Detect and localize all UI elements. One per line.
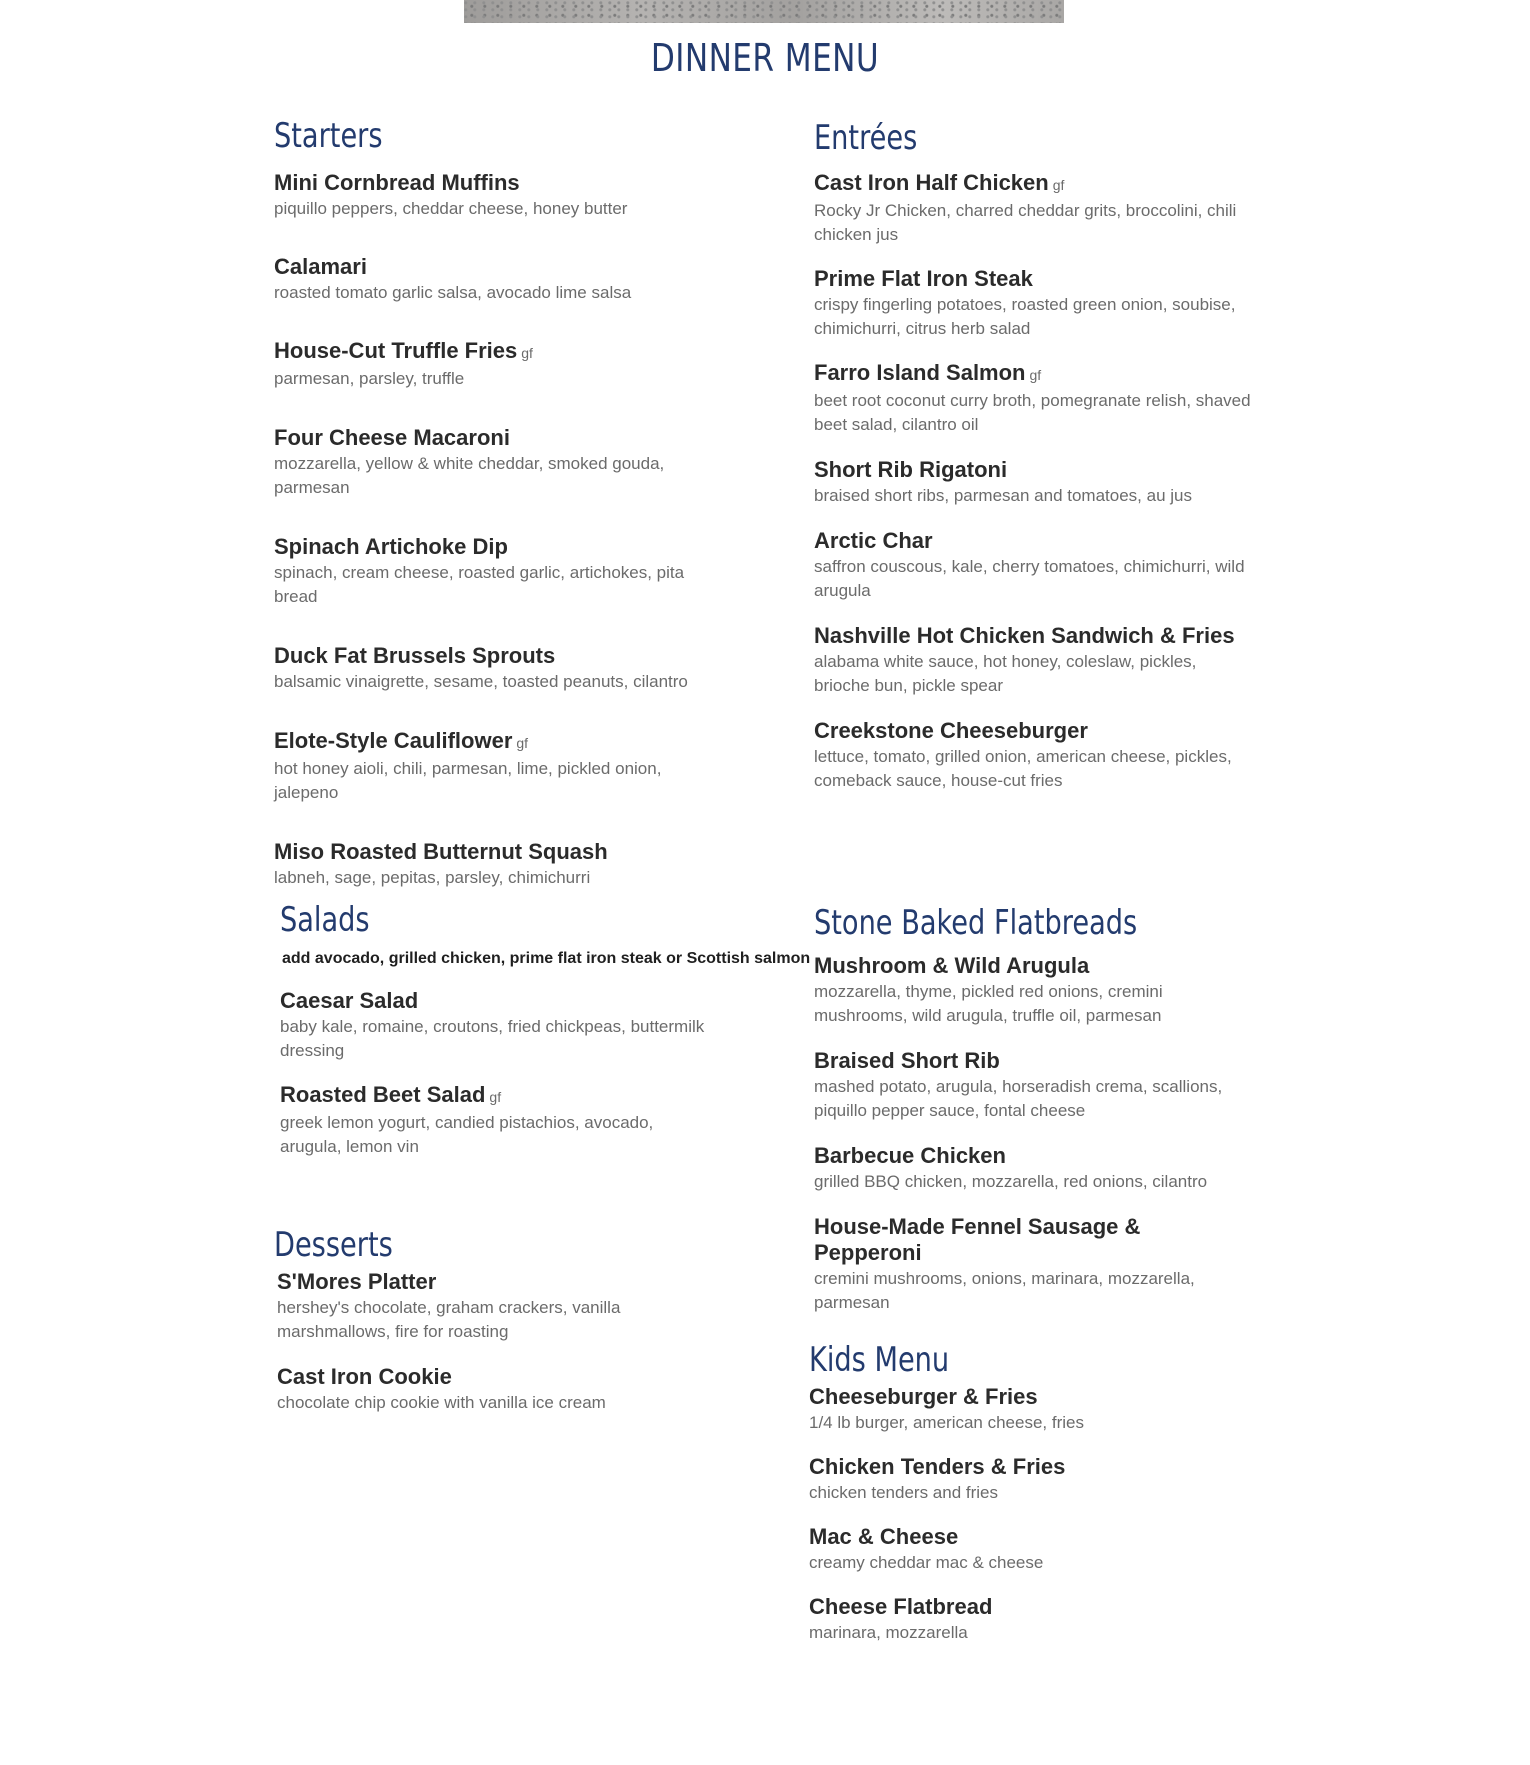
menu-item-title: Roasted Beet Salad — [280, 1082, 486, 1107]
menu-item-name — [809, 1454, 1239, 1480]
section-heading: Desserts — [274, 1225, 393, 1265]
menu-item-title: Chicken Tenders & Fries — [809, 1454, 1066, 1479]
menu-item-title: Braised Short Rib — [814, 1048, 1000, 1073]
menu-item — [814, 360, 1254, 437]
menu-item-name — [814, 953, 1244, 979]
menu-item-description: beet root coconut curry broth, pomegranate relish, shaved beet salad, cilantro oil — [814, 391, 1251, 434]
gluten-free-tag: gf — [1052, 177, 1065, 193]
menu-item-name — [274, 534, 704, 560]
gluten-free-tag: gf — [516, 735, 529, 751]
menu-item-description: saffron couscous, kale, cherry tomatoes, chimichurri, wild arugula — [814, 557, 1245, 600]
menu-item-description: mozzarella, yellow & white cheddar, smoked gouda, parmesan — [274, 454, 665, 497]
salads-section — [280, 900, 811, 1159]
menu-item-title: Mushroom & Wild Arugula — [814, 953, 1090, 978]
menu-item — [809, 1524, 1239, 1575]
menu-item-title: Miso Roasted Butternut Squash — [274, 839, 608, 864]
menu-item-description: 1/4 lb burger, american cheese, fries — [809, 1413, 1084, 1432]
menu-item-description: creamy cheddar mac & cheese — [809, 1553, 1044, 1572]
page-title: DINNER MENU — [650, 36, 880, 80]
menu-item-name — [814, 457, 1254, 483]
menu-item-description: parmesan, parsley, truffle — [274, 369, 465, 388]
menu-item-name — [809, 1384, 1239, 1410]
menu-item-title: Elote-Style Cauliflower — [274, 728, 513, 753]
menu-item-name — [277, 1364, 704, 1390]
menu-item-description: spinach, cream cheese, roasted garlic, artichokes, pita bread — [274, 563, 685, 606]
menu-item — [274, 728, 704, 805]
menu-item-title: Cast Iron Half Chicken — [814, 170, 1049, 195]
menu-item — [277, 1269, 704, 1344]
menu-item-name — [814, 266, 1254, 292]
menu-item-name — [274, 839, 704, 865]
menu-item-title: Farro Island Salmon — [814, 360, 1026, 385]
menu-item-title: Four Cheese Macaroni — [274, 425, 510, 450]
menu-item — [274, 839, 704, 890]
menu-item-title: House-Made Fennel Sausage & Pepperoni — [814, 1214, 1141, 1265]
menu-item-title: Mac & Cheese — [809, 1524, 959, 1549]
menu-item — [814, 623, 1254, 698]
menu-item-title: Cheese Flatbread — [809, 1594, 993, 1619]
gluten-free-tag: gf — [521, 345, 533, 361]
menu-item-title: Cheeseburger & Fries — [809, 1384, 1038, 1409]
menu-item-description: braised short ribs, parmesan and tomatoes, au jus — [814, 486, 1192, 505]
header-photo — [464, 0, 1064, 23]
menu-item — [814, 1048, 1244, 1123]
menu-item-name — [274, 254, 704, 280]
menu-item-description: hot honey aioli, chili, parmesan, lime, pickled onion, jalepeno — [274, 759, 662, 802]
menu-item-description: Rocky Jr Chicken, charred cheddar grits, broccolini, chili chicken jus — [814, 201, 1237, 244]
menu-item-description: roasted tomato garlic salsa, avocado lime salsa — [274, 283, 632, 302]
menu-item-title: Short Rib Rigatoni — [814, 457, 1008, 482]
menu-item — [274, 425, 704, 500]
menu-item — [277, 1364, 704, 1415]
menu-item-title: Calamari — [274, 254, 367, 279]
menu-item-title: Creekstone Cheeseburger — [814, 718, 1088, 743]
menu-item-name — [814, 528, 1254, 554]
salads-add-on-note: add avocado, grilled chicken, prime flat iron steak or Scottish salmon — [282, 950, 811, 967]
gluten-free-tag: gf — [489, 1089, 502, 1105]
section-heading: Stone Baked Flatbreads — [814, 903, 1138, 943]
starters-section — [274, 116, 704, 890]
menu-item-description: cremini mushrooms, onions, marinara, mozzarella, parmesan — [814, 1269, 1195, 1312]
section-heading: Entrées — [814, 118, 918, 158]
menu-item-title: Barbecue Chicken — [814, 1143, 1006, 1168]
menu-item-name — [280, 988, 710, 1014]
menu-item — [814, 953, 1244, 1028]
menu-item-title: House-Cut Truffle Fries — [274, 338, 518, 363]
menu-item — [814, 718, 1254, 793]
section-heading: Salads — [280, 900, 370, 940]
menu-item — [814, 1143, 1244, 1194]
menu-item-description: marinara, mozzarella — [809, 1623, 968, 1642]
menu-item — [814, 266, 1254, 341]
menu-item-name — [274, 728, 704, 756]
menu-item-name — [814, 1214, 1244, 1266]
menu-item-name — [274, 170, 704, 196]
menu-item-title: Arctic Char — [814, 528, 933, 553]
menu-item-title: Caesar Salad — [280, 988, 419, 1013]
menu-item — [274, 254, 704, 305]
menu-item-description: piquillo peppers, cheddar cheese, honey butter — [274, 199, 628, 218]
menu-item — [814, 1214, 1244, 1315]
menu-item — [274, 534, 704, 609]
menu-item-description: crispy fingerling potatoes, roasted green onion, soubise, chimichurri, citrus herb salad — [814, 295, 1236, 338]
menu-item — [274, 170, 704, 221]
menu-item-name — [814, 1143, 1244, 1169]
menu-item-description: lettuce, tomato, grilled onion, american cheese, pickles, comeback sauce, house-cut fries — [814, 747, 1232, 790]
kids-menu-section — [809, 1340, 1239, 1645]
menu-item-title: Prime Flat Iron Steak — [814, 266, 1033, 291]
menu-item-description: alabama white sauce, hot honey, coleslaw, pickles, brioche bun, pickle spear — [814, 652, 1197, 695]
menu-item-title: Spinach Artichoke Dip — [274, 534, 508, 559]
menu-item-description: balsamic vinaigrette, sesame, toasted peanuts, cilantro — [274, 672, 688, 691]
gluten-free-tag: gf — [1029, 367, 1042, 383]
menu-item-title: Mini Cornbread Muffins — [274, 170, 520, 195]
menu-item-title: Duck Fat Brussels Sprouts — [274, 643, 556, 668]
menu-item — [809, 1454, 1239, 1505]
menu-item-description: grilled BBQ chicken, mozzarella, red onions, cilantro — [814, 1172, 1208, 1191]
menu-item-name — [277, 1269, 704, 1295]
menu-item-description: chicken tenders and fries — [809, 1483, 998, 1502]
menu-item — [274, 643, 704, 694]
menu-item-name — [809, 1594, 1239, 1620]
menu-item — [280, 1082, 710, 1159]
menu-item-description: mozzarella, thyme, pickled red onions, cremini mushrooms, wild arugula, truffle oil, parmesan — [814, 982, 1163, 1025]
menu-item-description: baby kale, romaine, croutons, fried chickpeas, buttermilk dressing — [280, 1017, 705, 1060]
menu-item-name — [814, 360, 1254, 388]
menu-item-description: hershey's chocolate, graham crackers, vanilla marshmallows, fire for roasting — [277, 1298, 621, 1341]
menu-item-description: greek lemon yogurt, candied pistachios, avocado, arugula, lemon vin — [280, 1113, 654, 1156]
menu-item — [814, 457, 1254, 508]
menu-item-name — [274, 425, 704, 451]
section-heading: Starters — [274, 116, 383, 156]
menu-item-title: S'Mores Platter — [277, 1269, 437, 1294]
menu-item-title: Cast Iron Cookie — [277, 1364, 452, 1389]
menu-item — [809, 1594, 1239, 1645]
menu-item-name — [814, 623, 1254, 649]
menu-item — [814, 170, 1254, 247]
menu-item — [814, 528, 1254, 603]
menu-item-name — [814, 170, 1254, 198]
menu-item-name — [274, 338, 704, 366]
desserts-section — [274, 1225, 704, 1415]
menu-item-description: labneh, sage, pepitas, parsley, chimichurri — [274, 868, 591, 887]
menu-item-name — [814, 1048, 1244, 1074]
menu-item-name — [814, 718, 1254, 744]
menu-item-name — [274, 643, 704, 669]
menu-item — [280, 988, 710, 1063]
menu-item-name — [280, 1082, 710, 1110]
menu-item-title: Nashville Hot Chicken Sandwich & Fries — [814, 623, 1235, 648]
flatbreads-section — [814, 903, 1244, 1315]
menu-item-name — [809, 1524, 1239, 1550]
menu-item-description: mashed potato, arugula, horseradish crema, scallions, piquillo pepper sauce, fontal cheese — [814, 1077, 1223, 1120]
entrees-section — [814, 118, 1254, 793]
menu-item-description: chocolate chip cookie with vanilla ice cream — [277, 1393, 606, 1412]
menu-item — [274, 338, 704, 391]
section-heading: Kids Menu — [809, 1340, 950, 1380]
menu-item — [809, 1384, 1239, 1435]
